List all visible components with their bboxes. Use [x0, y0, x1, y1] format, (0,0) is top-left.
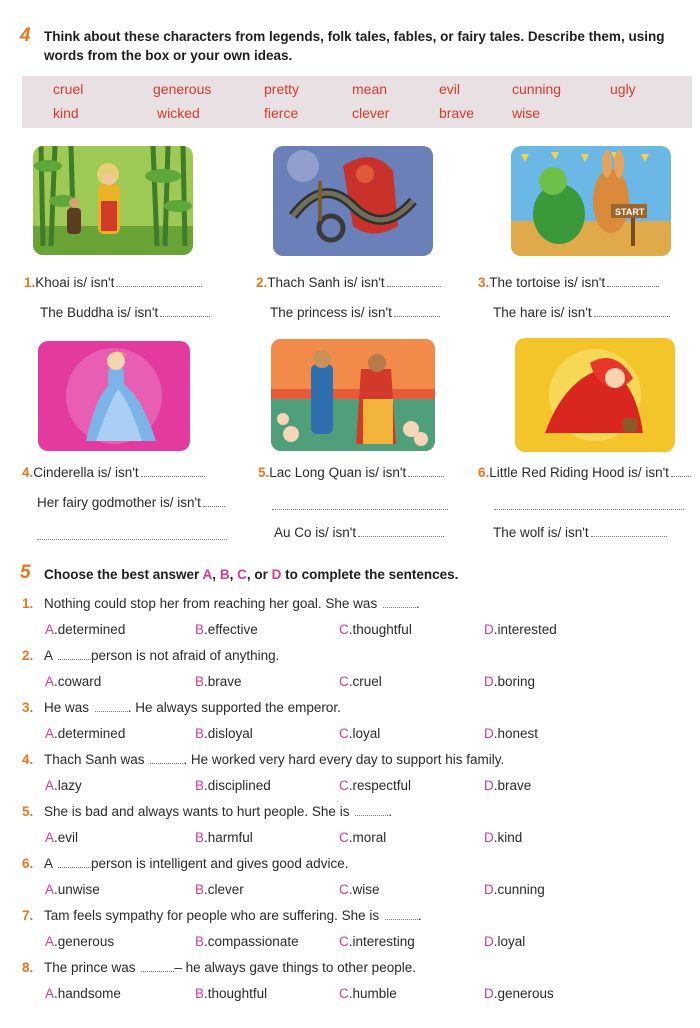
option-sep: . [54, 622, 58, 637]
stem-after: . [417, 908, 422, 923]
answer-blank[interactable] [355, 804, 388, 816]
item-text: The hare is/ isn't [493, 305, 592, 320]
stem-before: He was [44, 700, 90, 715]
option-text: respectful [352, 778, 412, 793]
option-sep: . [493, 674, 498, 689]
option-text: lazy [57, 778, 82, 793]
option-text: brave [207, 674, 242, 689]
option-letter: C [339, 622, 349, 637]
option-sep: . [204, 726, 208, 741]
item-text: Cinderella is/ isn't [33, 465, 139, 480]
item-number: 5. [258, 465, 270, 480]
question-4-option-c[interactable] [339, 778, 411, 793]
question-number: 4. [22, 752, 34, 767]
option-letter: D [484, 882, 494, 897]
option-sep: . [54, 778, 58, 793]
instruction-pre: Choose the best answer [44, 567, 203, 582]
word-3: mean [352, 81, 388, 97]
word-1: generous [153, 81, 212, 97]
option-sep: . [204, 830, 208, 845]
question-5-stem [44, 804, 392, 819]
option-letter: B [195, 622, 205, 637]
word-6: ugly [610, 81, 636, 97]
option-letter: A [45, 726, 55, 741]
question-5-option-a[interactable] [45, 830, 78, 845]
answer-blank[interactable] [387, 275, 441, 287]
option-sep: . [493, 830, 498, 845]
item-text: The princess is/ isn't [270, 305, 392, 320]
stem-after: – he always gave things to other people. [174, 960, 416, 975]
option-sep: . [348, 934, 353, 949]
stem-before: A [44, 856, 53, 871]
picture-red-riding-hood [515, 338, 675, 452]
stem-after: person is intelligent and gives good advice. [91, 856, 349, 871]
exercise-4-instruction [44, 27, 694, 65]
option-letter: D [484, 622, 494, 637]
word-row2-4: brave [439, 105, 475, 121]
item-number: 2. [256, 275, 268, 290]
option-text: humble [352, 986, 397, 1001]
picture-lac-long-quan-au-co [271, 339, 435, 451]
option-letter: A [45, 674, 55, 689]
exercise-5-number: 5 [20, 562, 31, 583]
question-6-option-a[interactable] [45, 882, 100, 897]
answer-blank[interactable] [358, 525, 444, 537]
option-letter: D [484, 934, 494, 949]
stem-before: The prince was [44, 960, 136, 975]
ex4-item-1-line1 [24, 275, 202, 290]
answer-blank[interactable] [141, 465, 205, 477]
question-number: 8. [22, 960, 34, 975]
option-letter: D [484, 674, 494, 689]
question-1-stem [44, 596, 420, 611]
word-row2-3: clever [352, 105, 390, 121]
option-sep: . [493, 934, 498, 949]
option-text: thoughtful [207, 986, 268, 1001]
stem-after: . [415, 596, 420, 611]
option-letter: B [195, 934, 205, 949]
option-sep: . [204, 934, 208, 949]
stem-before: She is bad and always wants to hurt people. She is [44, 804, 350, 819]
item-text: Au Co is/ isn't [274, 525, 357, 540]
answer-blank[interactable] [385, 908, 418, 920]
option-letter: C [339, 934, 349, 949]
picture-cinderella [38, 341, 190, 451]
option-sep: . [54, 726, 58, 741]
letter-a: A [202, 567, 213, 582]
question-8-option-d[interactable] [484, 986, 554, 1001]
stem-after: . He always supported the emperor. [127, 700, 341, 715]
question-3-option-b[interactable] [195, 726, 253, 741]
option-sep: . [54, 882, 58, 897]
question-2-stem [44, 648, 279, 663]
option-letter: D [484, 778, 494, 793]
option-text: wise [352, 882, 380, 897]
item-text: Her fairy godmother is/ isn't [37, 495, 201, 510]
option-letter: B [195, 674, 205, 689]
option-sep: . [54, 674, 58, 689]
word-2: pretty [264, 81, 300, 97]
answer-blank[interactable] [150, 752, 183, 764]
question-7-option-d[interactable] [484, 934, 525, 949]
item-text: Khoai is/ isn't [35, 275, 115, 290]
extra-answer-line-1[interactable] [494, 508, 684, 510]
option-letter: B [195, 726, 205, 741]
option-letter: B [195, 830, 205, 845]
option-sep: . [348, 882, 353, 897]
option-sep: . [493, 778, 498, 793]
option-letter: D [484, 830, 494, 845]
option-text: loyal [352, 726, 381, 741]
question-8-option-a[interactable] [45, 986, 121, 1001]
option-sep: . [493, 882, 498, 897]
option-sep: . [204, 778, 208, 793]
item-number: 4. [22, 465, 34, 480]
ex4-item-6-line2 [493, 525, 667, 540]
option-text: interested [497, 622, 557, 637]
question-5-option-c[interactable] [339, 830, 386, 845]
option-text: honest [497, 726, 539, 741]
option-text: loyal [497, 934, 526, 949]
option-letter: A [45, 830, 55, 845]
item-text: The tortoise is/ isn't [489, 275, 606, 290]
option-text: interesting [352, 934, 415, 949]
answer-blank[interactable] [594, 305, 670, 317]
option-letter: A [45, 986, 55, 1001]
word-row2-2: fierce [264, 105, 299, 121]
item-number: 3. [478, 275, 490, 290]
option-sep: . [204, 674, 208, 689]
option-letter: C [339, 830, 349, 845]
option-text: cunning [497, 882, 545, 897]
question-number: 6. [22, 856, 34, 871]
answer-blank[interactable] [394, 305, 440, 317]
item-text: Little Red Riding Hood is/ isn't [489, 465, 669, 480]
option-text: disciplined [207, 778, 271, 793]
option-letter: A [45, 622, 55, 637]
option-letter: C [339, 778, 349, 793]
option-text: handsome [57, 986, 121, 1001]
option-letter: B [195, 986, 205, 1001]
option-text: generous [497, 986, 554, 1001]
question-3-option-c[interactable] [339, 726, 380, 741]
option-sep: . [348, 830, 353, 845]
stem-after: person is not afraid of anything. [91, 648, 280, 663]
option-sep: . [348, 726, 353, 741]
question-2-option-d[interactable] [484, 674, 535, 689]
option-text: harmful [207, 830, 253, 845]
option-letter: C [339, 882, 349, 897]
option-text: evil [57, 830, 79, 845]
word-0: cruel [53, 81, 84, 97]
question-8-stem [44, 960, 416, 975]
question-number: 1. [22, 596, 34, 611]
word-5: cunning [512, 81, 562, 97]
option-letter: C [339, 986, 349, 1001]
word-row2-0: kind [53, 105, 79, 121]
extra-answer-line-0[interactable] [272, 508, 448, 510]
letter-c: C [237, 567, 247, 582]
stem-before: A [44, 648, 53, 663]
extra-answer-line-2[interactable] [37, 538, 227, 540]
option-letter: C [339, 726, 349, 741]
question-7-stem [44, 908, 422, 923]
word-row2-5: wise [512, 105, 541, 121]
item-text: The wolf is/ isn't [493, 525, 589, 540]
option-text: cruel [352, 674, 382, 689]
question-8-option-b[interactable] [195, 986, 267, 1001]
question-number: 2. [22, 648, 34, 663]
instruction-line-1: Think about these characters from legends, folk tales, fables, or fairy tales. Describe them, using [44, 29, 665, 44]
ex4-item-2-line2 [270, 305, 440, 320]
question-7-option-a[interactable] [45, 934, 114, 949]
question-6-option-c[interactable] [339, 882, 380, 897]
instruction-post: to complete the sentences. [281, 567, 459, 582]
word-row2-1: wicked [157, 105, 200, 121]
question-4-option-b[interactable] [195, 778, 271, 793]
question-2-option-b[interactable] [195, 674, 242, 689]
option-text: compassionate [207, 934, 299, 949]
answer-blank[interactable] [591, 525, 667, 537]
question-2-option-a[interactable] [45, 674, 101, 689]
option-text: effective [207, 622, 258, 637]
picture-khoai-bamboo [33, 146, 193, 255]
question-number: 7. [22, 908, 34, 923]
stem-before: Thach Sanh was [44, 752, 145, 767]
start-sign-text: START [615, 207, 645, 217]
item-text: The Buddha is/ isn't [40, 305, 159, 320]
answer-blank[interactable] [671, 465, 691, 477]
question-1-option-c[interactable] [339, 622, 412, 637]
picture-thach-sanh-fight [273, 146, 433, 256]
question-3-option-d[interactable] [484, 726, 538, 741]
question-4-option-a[interactable] [45, 778, 82, 793]
question-5-option-d[interactable] [484, 830, 522, 845]
word-4: evil [439, 81, 461, 97]
exercise-4-number: 4 [20, 25, 31, 46]
question-3-option-a[interactable] [45, 726, 125, 741]
question-1-option-b[interactable] [195, 622, 258, 637]
ex4-item-1-line2 [40, 305, 210, 320]
or-word: or [254, 567, 268, 582]
option-text: boring [497, 674, 536, 689]
question-4-stem [44, 752, 504, 767]
option-letter: A [45, 934, 55, 949]
question-4-option-d[interactable] [484, 778, 531, 793]
option-letter: B [195, 882, 205, 897]
option-sep: . [493, 622, 498, 637]
stem-before: Tam feels sympathy for people who are suffering. She is [44, 908, 380, 923]
option-sep: . [493, 726, 498, 741]
option-sep: . [348, 778, 353, 793]
option-text: unwise [57, 882, 100, 897]
question-6-option-d[interactable] [484, 882, 545, 897]
answer-blank[interactable] [141, 960, 174, 972]
question-2-option-c[interactable] [339, 674, 382, 689]
option-sep: . [54, 830, 58, 845]
answer-blank[interactable] [383, 596, 416, 608]
question-7-option-c[interactable] [339, 934, 415, 949]
option-text: disloyal [207, 726, 253, 741]
ex4-item-4-line2 [37, 495, 225, 510]
ex4-item-3-line2 [493, 305, 670, 320]
option-text: clever [207, 882, 244, 897]
option-sep: . [54, 934, 58, 949]
question-5-option-b[interactable] [195, 830, 253, 845]
answer-blank[interactable] [116, 275, 202, 287]
option-sep: . [204, 622, 208, 637]
question-number: 5. [22, 804, 34, 819]
option-text: determined [57, 726, 126, 741]
option-text: generous [57, 934, 115, 949]
option-sep: . [54, 986, 58, 1001]
option-letter: B [195, 778, 205, 793]
answer-blank[interactable] [58, 648, 91, 660]
option-sep: . [204, 986, 208, 1001]
question-number: 3. [22, 700, 34, 715]
ex4-item-3-line1 [478, 275, 659, 290]
answer-blank[interactable] [203, 495, 225, 507]
question-1-option-a[interactable] [45, 622, 125, 637]
ex4-item-4-line1 [22, 465, 205, 480]
question-1-option-d[interactable] [484, 622, 557, 637]
letter-d: D [271, 567, 282, 582]
stem-before: Nothing could stop her from reaching her goal. She was [44, 596, 378, 611]
question-7-option-b[interactable] [195, 934, 299, 949]
answer-blank[interactable] [95, 700, 128, 712]
option-sep: . [348, 986, 353, 1001]
option-letter: A [45, 882, 55, 897]
option-letter: D [484, 726, 494, 741]
ex4-item-5-line2 [274, 525, 444, 540]
option-text: kind [497, 830, 523, 845]
item-text: Thach Sanh is/ isn't [267, 275, 385, 290]
answer-blank[interactable] [160, 305, 210, 317]
answer-blank[interactable] [607, 275, 659, 287]
item-number: 6. [478, 465, 490, 480]
option-letter: A [45, 778, 55, 793]
ex4-item-6-line1 [478, 465, 691, 480]
option-sep: . [493, 986, 498, 1001]
option-text: coward [57, 674, 102, 689]
option-text: thoughtful [352, 622, 412, 637]
stem-after: . He worked very hard every day to support his family. [183, 752, 505, 767]
picture-tortoise-and-hare [511, 146, 671, 256]
option-letter: C [339, 674, 349, 689]
option-text: brave [497, 778, 532, 793]
answer-blank[interactable] [408, 465, 444, 477]
option-text: determined [57, 622, 126, 637]
question-3-stem [44, 700, 341, 715]
letter-b: B [219, 567, 230, 582]
option-letter: D [484, 986, 494, 1001]
option-sep: . [348, 674, 353, 689]
ex4-item-2-line1 [256, 275, 441, 290]
ex4-item-5-line1 [258, 465, 444, 480]
question-6-option-b[interactable] [195, 882, 244, 897]
answer-blank[interactable] [58, 856, 91, 868]
question-8-option-c[interactable] [339, 986, 397, 1001]
instruction-line-2: words from the box or your own ideas. [44, 48, 293, 63]
item-number: 1. [24, 275, 36, 290]
stem-after: . [388, 804, 392, 819]
option-sep: . [348, 622, 353, 637]
question-6-stem [44, 856, 348, 871]
item-text: Lac Long Quan is/ isn't [269, 465, 407, 480]
option-sep: . [204, 882, 208, 897]
option-text: moral [352, 830, 387, 845]
exercise-5-instruction: Choose the best answer A, B, C, or D to complete the sentences. [44, 567, 459, 582]
